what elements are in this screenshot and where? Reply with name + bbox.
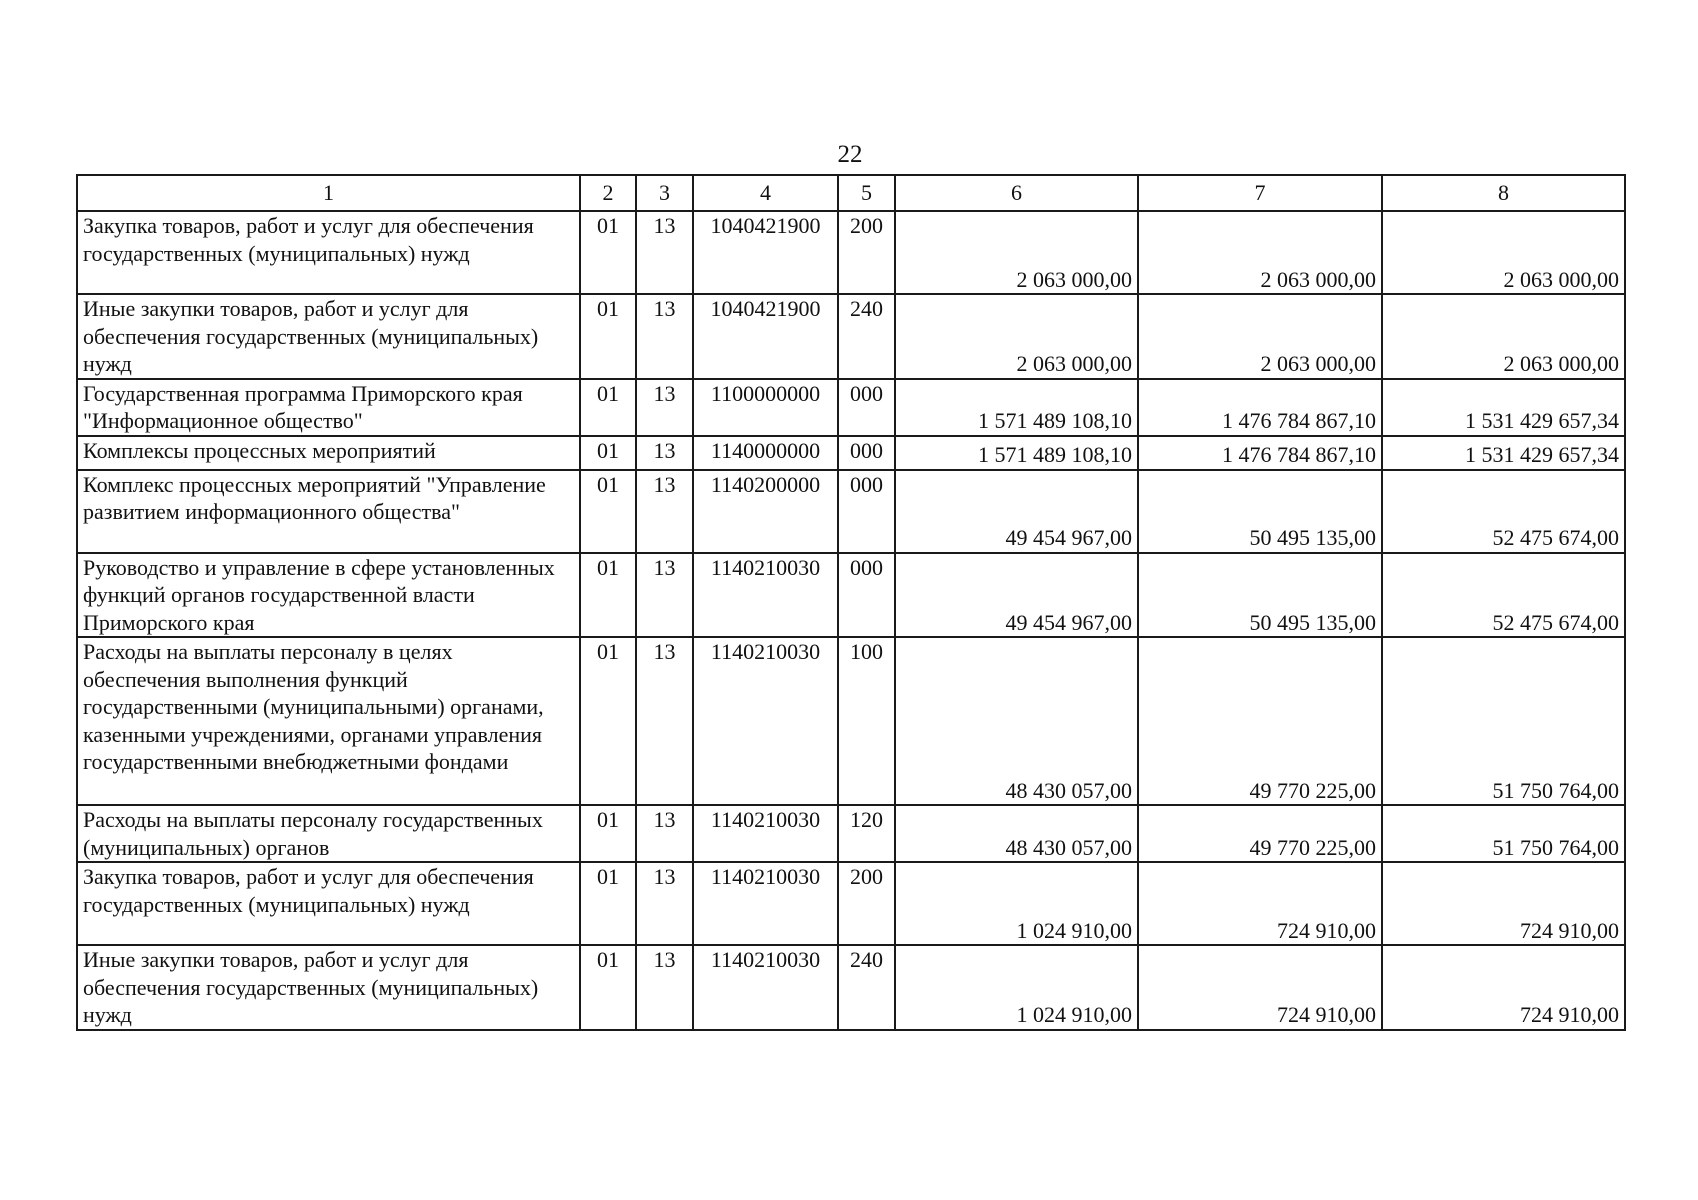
budget-table bbox=[76, 174, 1626, 1031]
row-target-code: 1140210030 bbox=[693, 862, 838, 945]
row-amount-col6: 1 571 489 108,10 bbox=[895, 436, 1138, 470]
row-name: Иные закупки товаров, работ и услуг для обеспечения государственных (муниципальных) нужд bbox=[77, 945, 580, 1030]
row-section: 01 bbox=[580, 553, 636, 638]
row-amount-col6: 1 024 910,00 bbox=[895, 862, 1138, 945]
row-amount-col6: 2 063 000,00 bbox=[895, 294, 1138, 379]
header-col-5: 5 bbox=[838, 175, 895, 211]
row-name: Комплекс процессных мероприятий "Управление развитием информационного общества" bbox=[77, 470, 580, 553]
header-col-7: 7 bbox=[1138, 175, 1382, 211]
row-name: Комплексы процессных мероприятий bbox=[77, 436, 580, 470]
table-row bbox=[77, 436, 1625, 470]
row-amount-col8: 724 910,00 bbox=[1382, 862, 1625, 945]
row-amount-col8: 1 531 429 657,34 bbox=[1382, 379, 1625, 436]
row-section: 01 bbox=[580, 436, 636, 470]
row-amount-col6: 48 430 057,00 bbox=[895, 805, 1138, 862]
row-expense-type: 200 bbox=[838, 862, 895, 945]
row-section: 01 bbox=[580, 862, 636, 945]
row-expense-type: 100 bbox=[838, 637, 895, 805]
row-section: 01 bbox=[580, 945, 636, 1030]
row-amount-col7: 50 495 135,00 bbox=[1138, 553, 1382, 638]
row-target-code: 1040421900 bbox=[693, 211, 838, 294]
row-subsection: 13 bbox=[636, 436, 693, 470]
row-name: Государственная программа Приморского края "Информационное общество" bbox=[77, 379, 580, 436]
row-name: Руководство и управление в сфере установленных функций органов государственной власти Приморского края bbox=[77, 553, 580, 638]
table-row bbox=[77, 637, 1625, 805]
row-amount-col8: 1 531 429 657,34 bbox=[1382, 436, 1625, 470]
row-name: Расходы на выплаты персоналу в целях обеспечения выполнения функций государственными (муниципальными) органами, казенными учреждениями, органами управления государственными внебюджетными фондами bbox=[77, 637, 580, 805]
row-amount-col6: 49 454 967,00 bbox=[895, 553, 1138, 638]
table-row bbox=[77, 553, 1625, 638]
row-amount-col6: 48 430 057,00 bbox=[895, 637, 1138, 805]
row-name: Иные закупки товаров, работ и услуг для обеспечения государственных (муниципальных) нужд bbox=[77, 294, 580, 379]
row-expense-type: 000 bbox=[838, 379, 895, 436]
row-subsection: 13 bbox=[636, 862, 693, 945]
row-amount-col8: 51 750 764,00 bbox=[1382, 805, 1625, 862]
row-expense-type: 000 bbox=[838, 470, 895, 553]
row-name: Закупка товаров, работ и услуг для обеспечения государственных (муниципальных) нужд bbox=[77, 211, 580, 294]
row-name: Закупка товаров, работ и услуг для обеспечения государственных (муниципальных) нужд bbox=[77, 862, 580, 945]
row-target-code: 1040421900 bbox=[693, 294, 838, 379]
row-amount-col6: 1 024 910,00 bbox=[895, 945, 1138, 1030]
row-name: Расходы на выплаты персоналу государственных (муниципальных) органов bbox=[77, 805, 580, 862]
row-amount-col7: 1 476 784 867,10 bbox=[1138, 379, 1382, 436]
row-subsection: 13 bbox=[636, 294, 693, 379]
table-row bbox=[77, 294, 1625, 379]
row-amount-col8: 52 475 674,00 bbox=[1382, 470, 1625, 553]
row-subsection: 13 bbox=[636, 945, 693, 1030]
row-expense-type: 000 bbox=[838, 436, 895, 470]
row-section: 01 bbox=[580, 637, 636, 805]
row-target-code: 1140210030 bbox=[693, 945, 838, 1030]
header-col-2: 2 bbox=[580, 175, 636, 211]
row-amount-col7: 1 476 784 867,10 bbox=[1138, 436, 1382, 470]
row-amount-col7: 2 063 000,00 bbox=[1138, 294, 1382, 379]
row-target-code: 1140000000 bbox=[693, 436, 838, 470]
row-amount-col8: 724 910,00 bbox=[1382, 945, 1625, 1030]
table-header-row bbox=[77, 175, 1625, 211]
row-amount-col7: 50 495 135,00 bbox=[1138, 470, 1382, 553]
row-subsection: 13 bbox=[636, 805, 693, 862]
header-col-1: 1 bbox=[77, 175, 580, 211]
page-number: 22 bbox=[837, 141, 863, 168]
row-amount-col6: 2 063 000,00 bbox=[895, 211, 1138, 294]
row-amount-col7: 724 910,00 bbox=[1138, 945, 1382, 1030]
row-subsection: 13 bbox=[636, 470, 693, 553]
row-amount-col8: 2 063 000,00 bbox=[1382, 211, 1625, 294]
header-col-6: 6 bbox=[895, 175, 1138, 211]
row-subsection: 13 bbox=[636, 379, 693, 436]
table-row bbox=[77, 211, 1625, 294]
row-expense-type: 200 bbox=[838, 211, 895, 294]
row-section: 01 bbox=[580, 211, 636, 294]
row-subsection: 13 bbox=[636, 637, 693, 805]
row-amount-col7: 49 770 225,00 bbox=[1138, 805, 1382, 862]
row-amount-col8: 51 750 764,00 bbox=[1382, 637, 1625, 805]
header-col-8: 8 bbox=[1382, 175, 1625, 211]
row-subsection: 13 bbox=[636, 553, 693, 638]
header-col-4: 4 bbox=[693, 175, 838, 211]
row-expense-type: 120 bbox=[838, 805, 895, 862]
row-amount-col7: 2 063 000,00 bbox=[1138, 211, 1382, 294]
row-amount-col6: 49 454 967,00 bbox=[895, 470, 1138, 553]
row-amount-col7: 49 770 225,00 bbox=[1138, 637, 1382, 805]
header-col-3: 3 bbox=[636, 175, 693, 211]
row-expense-type: 240 bbox=[838, 294, 895, 379]
table-row bbox=[77, 470, 1625, 553]
table-row bbox=[77, 945, 1625, 1030]
row-amount-col8: 52 475 674,00 bbox=[1382, 553, 1625, 638]
row-target-code: 1140210030 bbox=[693, 805, 838, 862]
row-amount-col7: 724 910,00 bbox=[1138, 862, 1382, 945]
row-expense-type: 240 bbox=[838, 945, 895, 1030]
row-section: 01 bbox=[580, 379, 636, 436]
row-section: 01 bbox=[580, 294, 636, 379]
row-amount-col8: 2 063 000,00 bbox=[1382, 294, 1625, 379]
row-target-code: 1140200000 bbox=[693, 470, 838, 553]
row-section: 01 bbox=[580, 470, 636, 553]
table-row bbox=[77, 862, 1625, 945]
row-section: 01 bbox=[580, 805, 636, 862]
row-target-code: 1140210030 bbox=[693, 553, 838, 638]
row-amount-col6: 1 571 489 108,10 bbox=[895, 379, 1138, 436]
row-target-code: 1140210030 bbox=[693, 637, 838, 805]
table-row bbox=[77, 805, 1625, 862]
row-subsection: 13 bbox=[636, 211, 693, 294]
row-target-code: 1100000000 bbox=[693, 379, 838, 436]
table-row bbox=[77, 379, 1625, 436]
row-expense-type: 000 bbox=[838, 553, 895, 638]
